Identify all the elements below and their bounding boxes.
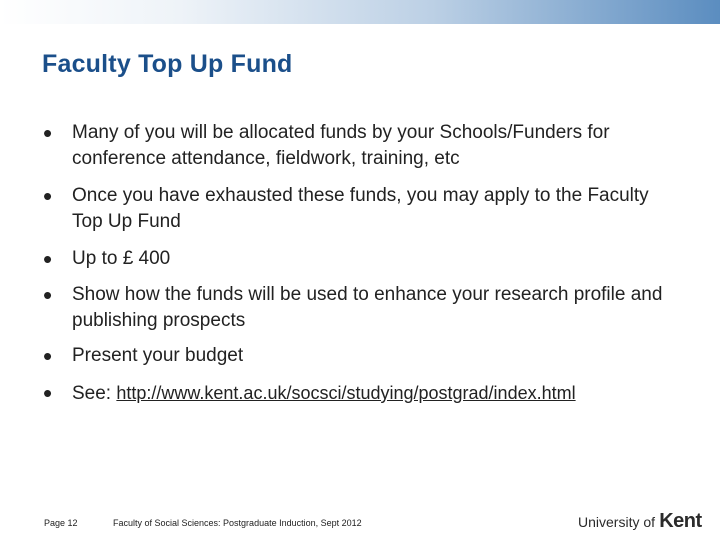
- bullet-dot-icon: •: [43, 341, 53, 371]
- bullet-text: Up to £ 400: [72, 248, 171, 269]
- bullet-dot-icon: •: [43, 280, 53, 310]
- bullet-text: [72, 380, 682, 407]
- footer-page-number: Page 12: [44, 518, 78, 528]
- bullet-dot-icon: •: [43, 378, 53, 408]
- footer-caption: Faculty of Social Sciences: Postgraduate Induction, Sept 2012: [113, 518, 362, 528]
- logo-kent: Kent: [659, 510, 702, 532]
- bullet-dot-icon: •: [43, 244, 53, 274]
- slide-title: Faculty Top Up Fund: [42, 50, 293, 78]
- logo-university-of: University of: [578, 514, 656, 530]
- postgrad-link[interactable]: http://www.kent.ac.uk/socsci/studying/postgrad/index.html: [116, 383, 576, 403]
- bullet-text: Show how the funds will be used to enhance your research profile and publishing prospects: [72, 284, 663, 331]
- university-logo: [578, 510, 702, 533]
- bullet-text: Many of you will be allocated funds by your Schools/Funders for conference attendance, fieldwork, training, etc: [72, 122, 610, 169]
- see-prefix: See:: [72, 383, 117, 404]
- bullet-text: Once you have exhausted these funds, you may apply to the Faculty Top Up Fund: [72, 185, 649, 232]
- bullet-dot-icon: •: [43, 181, 53, 211]
- bullet-text: Present your budget: [72, 345, 244, 366]
- bullet-dot-icon: •: [43, 118, 53, 148]
